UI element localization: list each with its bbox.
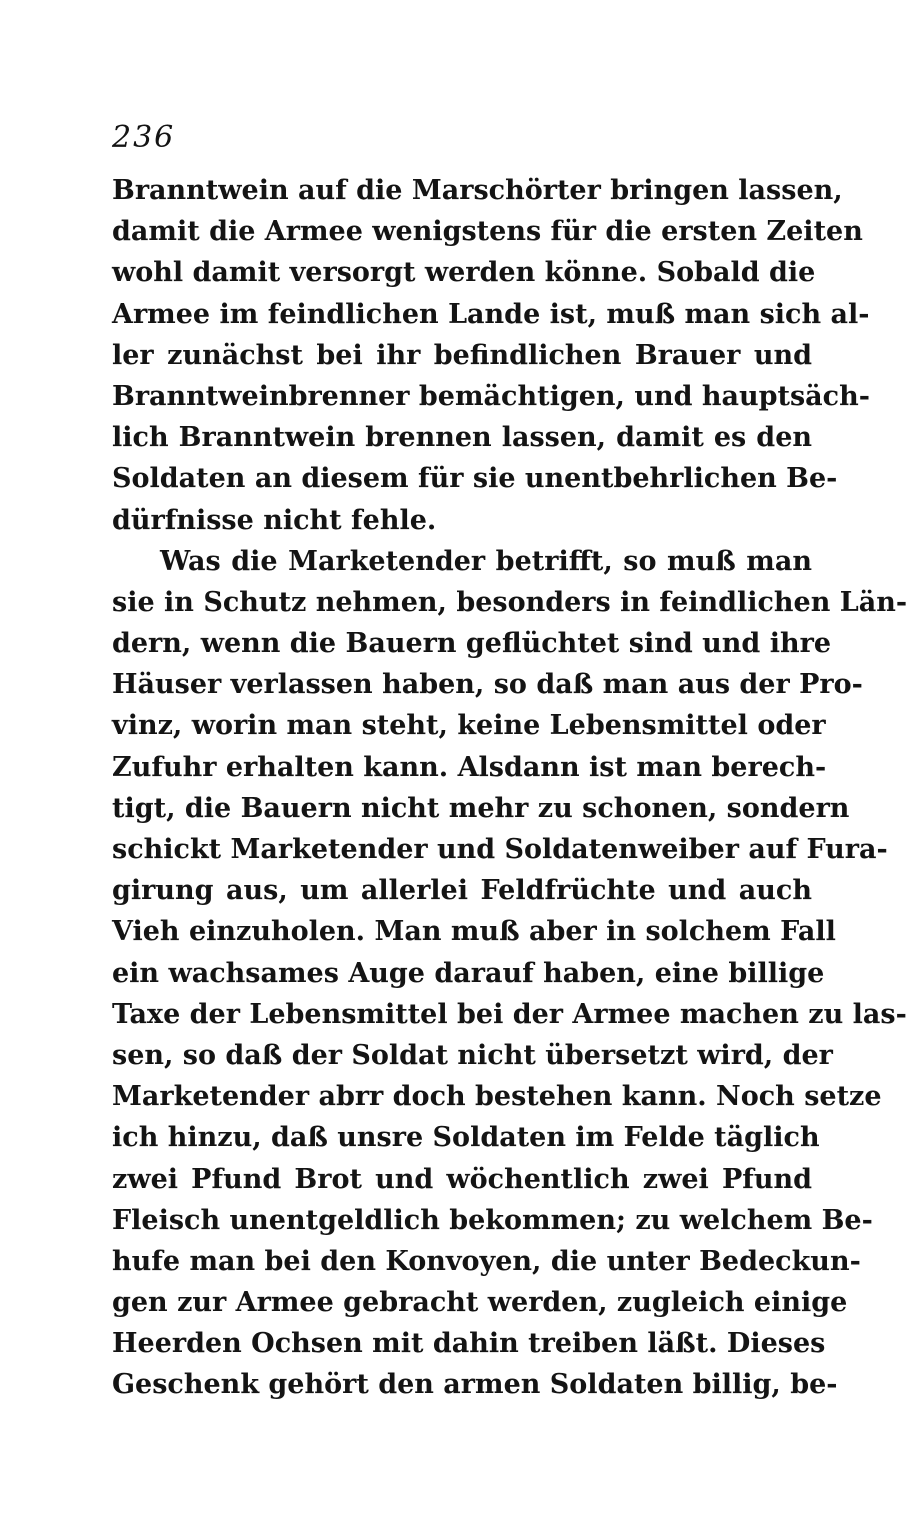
text-line: hufe man bei den Konvoyen, die unter Bedeckun- [112,1245,861,1277]
text-line: sie in Schutz nehmen, besonders in feindlichen Län- [112,586,907,618]
text-line: ein wachsames Auge darauf haben, eine billige [112,957,825,989]
text-line: Marketender abrr doch bestehen kann. Noch setze [112,1081,882,1113]
text-line: ler zunächst bei ihr befindlichen Brauer und [112,339,812,371]
text-line: schickt Marketender und Soldatenweiber auf Fura- [112,834,888,865]
text-line: gen zur Armee gebracht werden, zugleich einige [112,1287,848,1319]
text-line: Branntweinbrenner bemächtigen, und hauptsäch- [112,380,870,412]
text-line: tigt, die Bauern nicht mehr zu schonen, sondern [112,792,850,824]
text-line: Geschenk gehört den armen Soldaten billig, be- [112,1369,838,1401]
paragraph-end-line: dürfnisse nicht fehle. [112,504,437,536]
body-text [112,170,907,1406]
text-line: vinz, worin man steht, keine Lebensmittel oder [112,710,826,742]
page-number: 236 [112,120,176,155]
text-line: damit die Armee wenigstens für die ersten Zeiten [112,216,863,248]
text-line: Taxe der Lebensmittel bei der Armee machen zu las- [112,998,907,1030]
text-line: Fleisch unentgeldlich bekommen; zu welchem Be- [112,1204,873,1236]
paragraph-start-line: Was die Marketender betrifft, so muß man [160,545,812,577]
text-line: Armee im feindlichen Lande ist, muß man sich al- [112,298,870,330]
text-line: sen, so daß der Soldat nicht übersetzt wird, der [112,1039,833,1071]
text-line: Vieh einzuholen. Man muß aber in solchem Fall [112,916,836,948]
text-line: Branntwein auf die Marschörter bringen lassen, [112,175,843,206]
text-line: Zufuhr erhalten kann. Alsdann ist man berech- [112,751,827,783]
text-line: Soldaten an diesem für sie unentbehrlichen Be- [112,463,838,495]
text-line: zwei Pfund Brot und wöchentlich zwei Pfund [112,1163,812,1195]
text-line: Heerden Ochsen mit dahin treiben läßt. Dieses [112,1328,826,1360]
text-line: Häuser verlassen haben, so daß man aus der Pro- [112,669,863,701]
text-line: dern, wenn die Bauern geflüchtet sind und ihre [112,628,831,660]
text-line: girung aus, um allerlei Feldfrüchte und auch [112,875,812,907]
text-line: lich Branntwein brennen lassen, damit es den [112,422,812,454]
text-line: wohl damit versorgt werden könne. Sobald die [112,257,816,289]
text-line: ich hinzu, daß unsre Soldaten im Felde täglich [112,1122,820,1154]
